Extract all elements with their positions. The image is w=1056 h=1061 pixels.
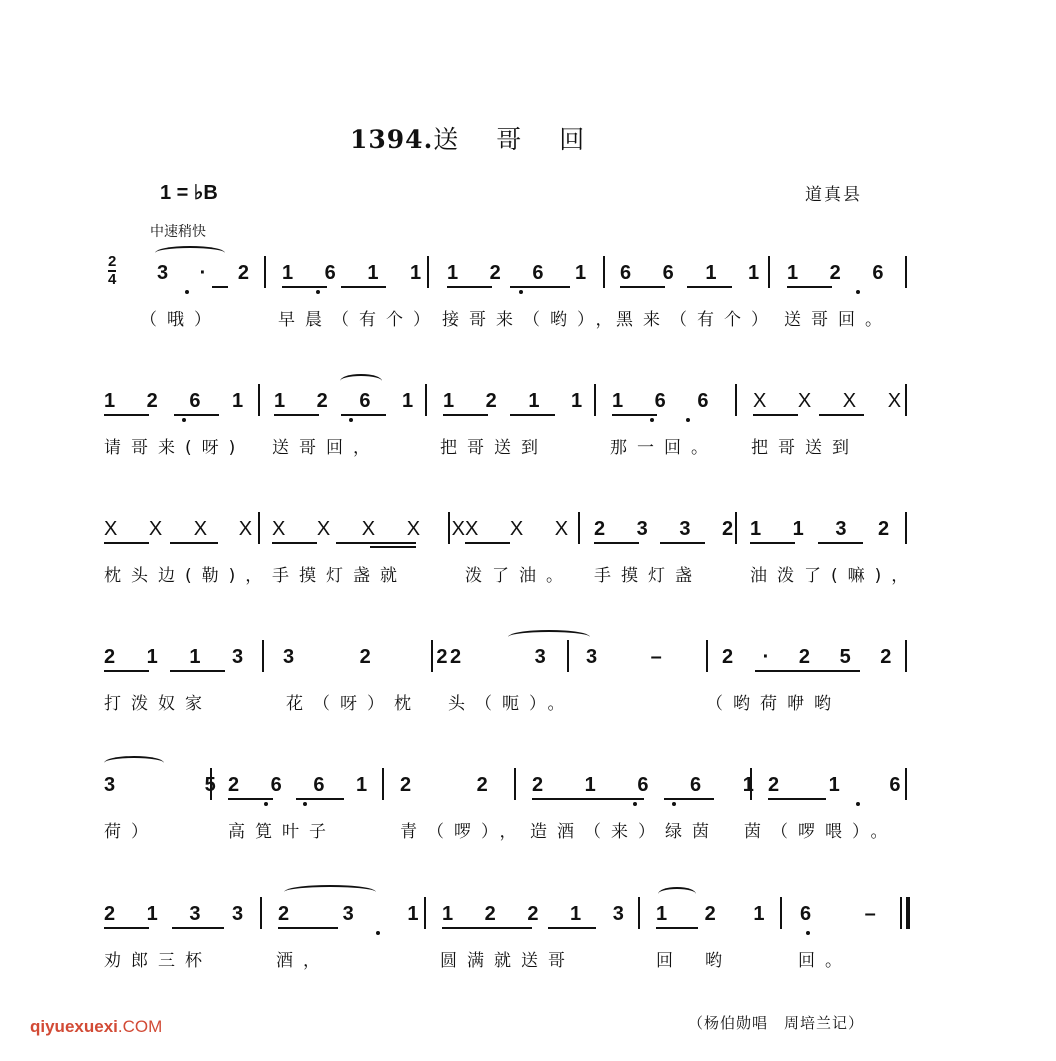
measure: 2 3: [450, 646, 580, 668]
bar-line: [905, 768, 907, 800]
watermark-suffix: .COM: [117, 1017, 163, 1036]
octave-dot: [672, 802, 676, 806]
measure: 2 3 3 2: [594, 518, 747, 540]
beam: [442, 927, 532, 929]
bar-line: [905, 256, 907, 288]
tempo-marking: 中速稍快: [150, 224, 206, 240]
bar-line: [264, 256, 266, 288]
slur: [284, 885, 376, 899]
measure: 2 6 6 1: [228, 774, 381, 796]
beam: [341, 286, 386, 288]
bar-line: [578, 512, 580, 544]
measure: 2 2: [400, 774, 518, 796]
lyric: 回。: [798, 951, 852, 971]
measure: 2 1 6: [768, 774, 923, 796]
lyric: 手摸灯盏: [594, 566, 702, 586]
beam: [172, 927, 224, 929]
bar-line: [260, 897, 262, 929]
bar-line: [706, 640, 708, 672]
octave-dot: [856, 290, 860, 294]
lyric: 把哥送到: [440, 438, 548, 458]
beam: [753, 414, 798, 416]
key-signature: 1 = ♭B: [160, 182, 218, 204]
measure: 1 2 1: [656, 903, 781, 925]
lyric: 黑来（有个）: [616, 310, 778, 330]
bar-line: [750, 768, 752, 800]
measure: X X X X X: [272, 518, 478, 540]
measure: X X X X: [753, 390, 915, 412]
lyric: 花（呀）枕: [286, 694, 421, 714]
measure: 1 2 2 1 3: [442, 903, 637, 925]
measure: 2 1 1 3: [104, 646, 257, 668]
lyric: 茵（啰喂）。: [744, 822, 898, 842]
lyric: 高筧叶子: [228, 822, 336, 842]
bar-line: [262, 640, 264, 672]
slur: [658, 887, 696, 901]
octave-dot: [650, 418, 654, 422]
bar-line: [638, 897, 640, 929]
slur: [340, 374, 382, 388]
measure: 2 1 6 6 1: [532, 774, 772, 796]
octave-dot: [264, 802, 268, 806]
lyric: 油泼了(嘛)，: [750, 566, 919, 586]
bar-line: [382, 768, 384, 800]
measure: 1 6 1 1: [282, 262, 435, 284]
octave-dot: [349, 418, 353, 422]
song-title: [350, 120, 622, 156]
credits-footer: （杨伯勋唱 周培兰记）: [688, 1014, 865, 1032]
lyric: 送哥回。: [784, 310, 892, 330]
bar-line: [780, 897, 782, 929]
lyric: 送哥回，: [272, 438, 380, 458]
beam: [296, 798, 344, 800]
beam: [819, 414, 864, 416]
time-signature: [108, 254, 116, 287]
watermark-logo: [30, 1017, 162, 1037]
beam: [341, 414, 386, 416]
bar-line: [514, 768, 516, 800]
measure: 3 5: [104, 774, 258, 796]
song-name: 送哥回: [433, 125, 623, 154]
lyric: 泼了油。: [465, 566, 573, 586]
octave-dot: [316, 290, 320, 294]
octave-dot: [182, 418, 186, 422]
octave-dot: [686, 418, 690, 422]
beam: [750, 542, 795, 544]
lyric: 酒，: [276, 951, 330, 971]
measure: 1 2 6 1: [274, 390, 427, 412]
measure: 2 1 3 3: [104, 903, 257, 925]
beam: [336, 542, 416, 544]
beam: [447, 286, 492, 288]
octave-dot: [376, 931, 380, 935]
beam: [548, 927, 596, 929]
measure: 1 2 1 1: [443, 390, 596, 412]
beam: [594, 542, 639, 544]
lyric: 青（啰），: [400, 822, 527, 842]
beam: [510, 286, 570, 288]
octave-dot: [303, 802, 307, 806]
measure: 2 3 1: [278, 903, 443, 925]
measure: 1 2 6 1: [104, 390, 257, 412]
song-number: 1394.: [350, 125, 434, 154]
beam: [443, 414, 488, 416]
slur: [508, 630, 590, 644]
bar-line: [603, 256, 605, 288]
bar-line: [905, 384, 907, 416]
beam: [787, 286, 832, 288]
beam: [465, 542, 510, 544]
measure: 1 1 3 2: [750, 518, 903, 540]
beam: [170, 670, 225, 672]
beam: [212, 286, 228, 288]
bar-line: [427, 256, 429, 288]
beam: [104, 927, 149, 929]
time-signature-bottom: 4: [108, 271, 117, 288]
beam: [104, 542, 149, 544]
beam: [272, 542, 317, 544]
lyric: 枕头边(勒)，: [104, 566, 273, 586]
lyric: 头（呃）。: [448, 694, 575, 714]
lyric: 把哥送到: [751, 438, 859, 458]
beam: [282, 286, 327, 288]
lyric: 接哥来（哟），: [442, 310, 623, 330]
bar-line: [424, 897, 426, 929]
score-line-1: [0, 253, 1056, 352]
bar-line: [594, 384, 596, 416]
measure: X X X: [465, 518, 582, 540]
score-line-5: [0, 774, 1056, 864]
measure: 1 6 6: [612, 390, 722, 412]
measure: 3 2 2: [283, 646, 478, 668]
lyric: 打泼奴家: [104, 694, 212, 714]
lyric: 劝郎三杯: [104, 951, 212, 971]
bar-line: [210, 768, 212, 800]
score-line-2: [0, 390, 1056, 480]
beam: [370, 546, 416, 548]
octave-dot: [185, 290, 189, 294]
beam: [755, 670, 860, 672]
beam: [656, 927, 698, 929]
beam: [620, 286, 665, 288]
final-bar-line: [900, 897, 910, 929]
beam: [660, 542, 705, 544]
score-line-4: [0, 646, 1056, 736]
measure: 1 2 6 1: [447, 262, 600, 284]
octave-dot: [633, 802, 637, 806]
beam: [612, 414, 657, 416]
beam: [532, 798, 644, 800]
beam: [104, 670, 149, 672]
bar-line: [258, 512, 260, 544]
watermark-prefix: qiyuexuexi: [30, 1017, 118, 1036]
lyric: 回哟: [656, 951, 754, 971]
beam: [510, 414, 555, 416]
octave-dot: [519, 290, 523, 294]
bar-line: [258, 384, 260, 416]
score-line-6: [0, 903, 1056, 993]
bar-line: [425, 384, 427, 416]
beam: [278, 927, 338, 929]
measure: 2 · 2 5 2: [722, 646, 904, 668]
bar-line: [905, 512, 907, 544]
bar-line: [567, 640, 569, 672]
octave-dot: [856, 802, 860, 806]
lyric: 荷）: [104, 822, 158, 842]
bar-line: [768, 256, 770, 288]
bar-line: [431, 640, 433, 672]
slur: [155, 246, 225, 260]
score-line-3: [0, 518, 1056, 608]
measure: 6 6 1 1: [620, 262, 773, 284]
lyric: （哦）: [140, 310, 221, 330]
lyric: 圆满就送哥: [440, 951, 575, 971]
beam: [687, 286, 732, 288]
bar-line: [735, 512, 737, 544]
beam: [818, 542, 863, 544]
lyric: 手摸灯盏就: [272, 566, 407, 586]
measure: 3 –: [586, 646, 686, 668]
beam: [170, 542, 218, 544]
time-signature-top: 2: [108, 253, 117, 270]
region-label: 道真县: [805, 185, 862, 205]
beam: [768, 798, 826, 800]
octave-dot: [806, 931, 810, 935]
beam: [228, 798, 273, 800]
measure: X X X X: [104, 518, 266, 540]
bar-line: [905, 640, 907, 672]
beam: [174, 414, 219, 416]
lyric: 造酒（来）绿茵: [530, 822, 719, 842]
beam: [104, 414, 149, 416]
bar-line: [735, 384, 737, 416]
lyric: （哟荷咿哟: [706, 694, 841, 714]
beam: [664, 798, 714, 800]
measure: 1 2 6: [787, 262, 897, 284]
lyric: 那一回。: [610, 438, 718, 458]
bar-line: [448, 512, 450, 544]
measure: 6 –: [800, 903, 900, 925]
slur: [104, 756, 164, 770]
lyric: 早晨（有个）: [278, 310, 440, 330]
beam: [274, 414, 319, 416]
measure: 3 · 2: [157, 262, 263, 284]
lyric: 请哥来(呀): [104, 438, 246, 458]
